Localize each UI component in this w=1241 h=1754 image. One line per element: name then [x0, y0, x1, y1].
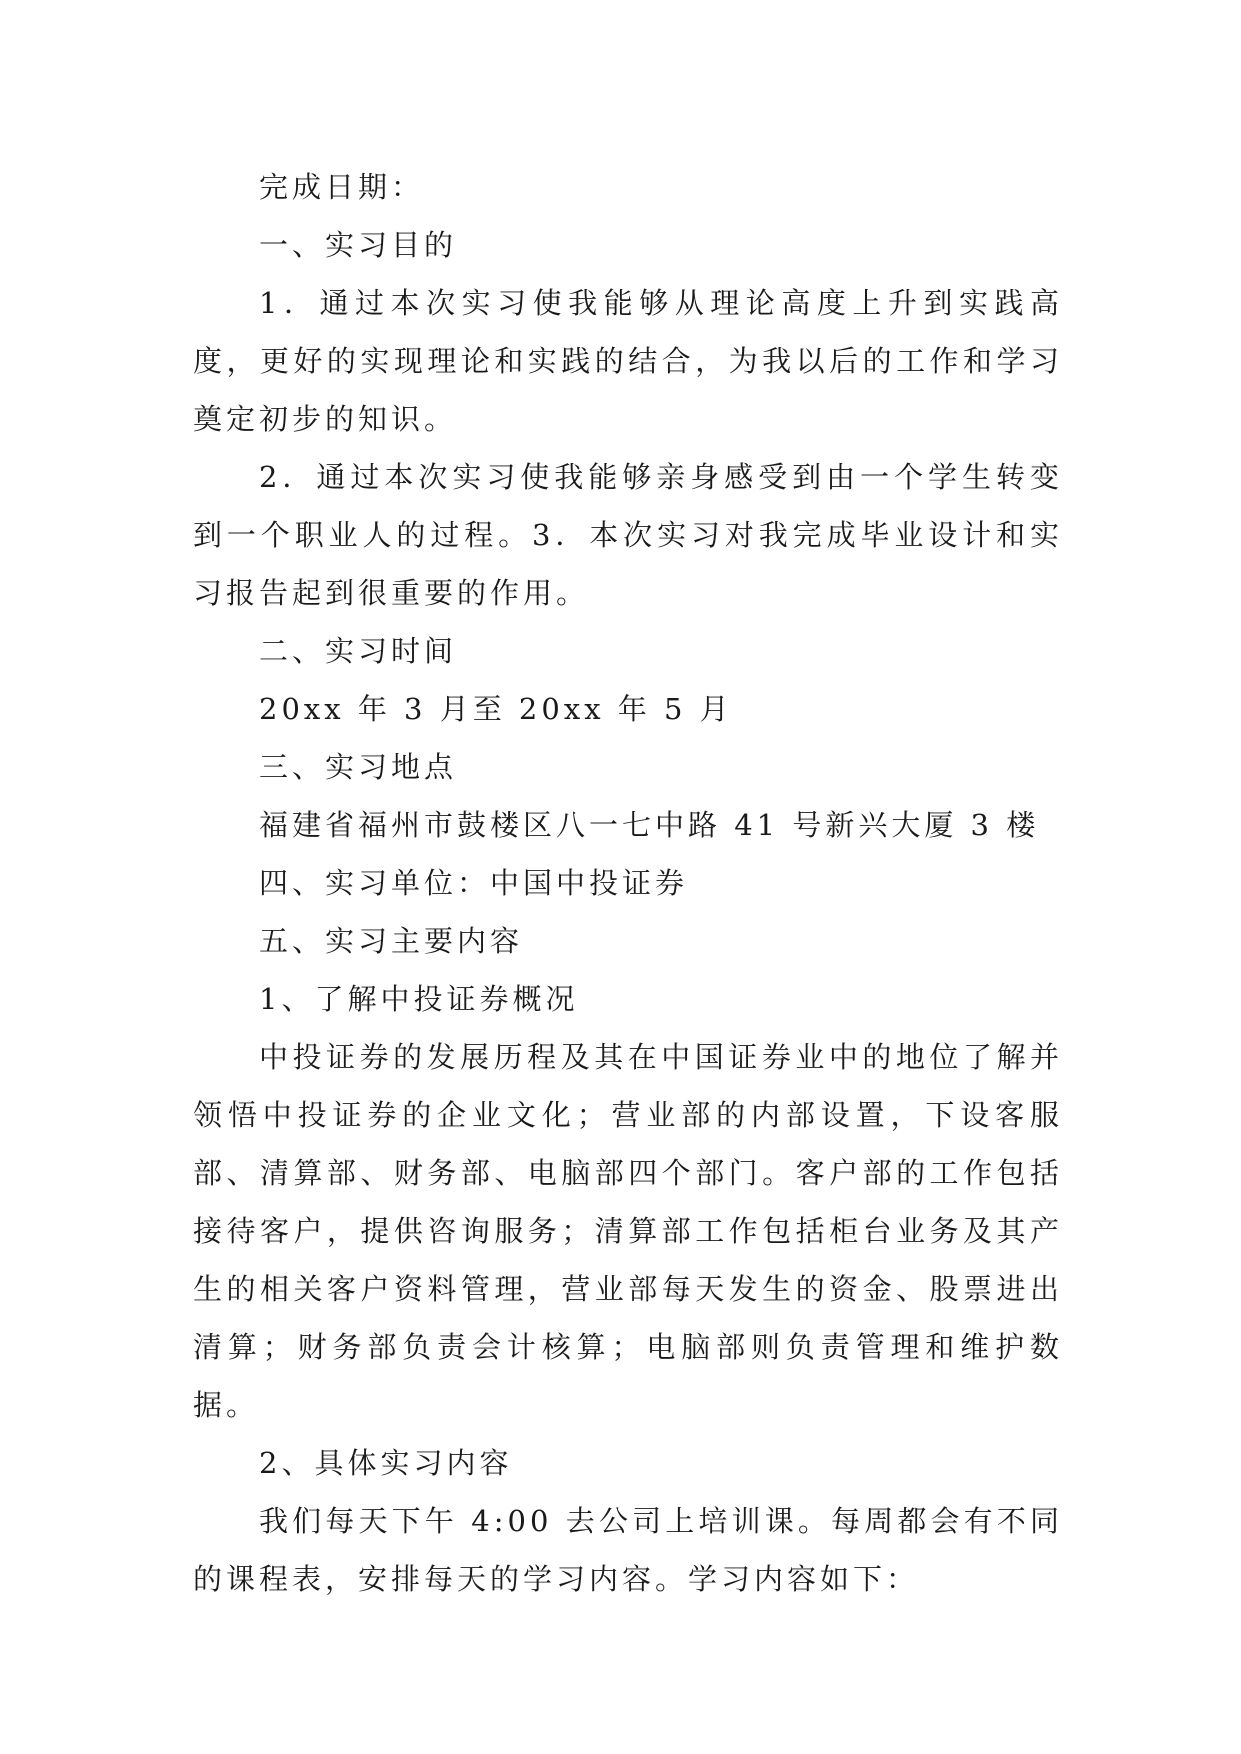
details-paragraph: 我们每天下午 4:00 去公司上培训课。每周都会有不同的课程表，安排每天的学习内容。学习内容如下： — [193, 1504, 1063, 1596]
internship-location: 福建省福州市鼓楼区八一七中路 41 号新兴大厦 3 楼 — [259, 808, 1040, 842]
overview-paragraph: 中投证券的发展历程及其在中国证券业中的地位了解并领悟中投证券的企业文化；营业部的内部设置，下设客服部、清算部、财务部、电脑部四个部门。客户部的工作包括接待客户，提供咨询服务；清算部工作包括柜台业务及其产生的相关客户资料管理，营业部每天发生的资金、股票进出清算；财务部负责会计核算；电脑部则负责管理和维护数据。 — [193, 1040, 1063, 1422]
internship-time: 20xx 年 3 月至 20xx 年 5 月 — [259, 692, 733, 726]
section-heading-location: 三、实习地点 — [259, 750, 458, 784]
section-heading-content: 五、实习主要内容 — [259, 924, 524, 958]
section-heading-time: 二、实习时间 — [259, 634, 458, 668]
purpose-item-1: 1．通过本次实习使我能够从理论高度上升到实践高度，更好的实现理论和实践的结合，为我以后的工作和学习奠定初步的知识。 — [193, 286, 1063, 436]
section-heading-purpose: 一、实习目的 — [259, 228, 458, 262]
document-body — [193, 158, 1063, 1608]
purpose-item-2-3: 2．通过本次实习使我能够亲身感受到由一个学生转变到一个职业人的过程。3．本次实习对我完成毕业设计和实习报告起到很重要的作用。 — [193, 460, 1063, 610]
subheading-overview: 1、了解中投证券概况 — [259, 982, 579, 1016]
completion-date-label: 完成日期： — [259, 170, 425, 204]
subheading-details: 2、具体实习内容 — [259, 1446, 513, 1480]
section-heading-unit: 四、实习单位：中国中投证券 — [259, 866, 689, 900]
